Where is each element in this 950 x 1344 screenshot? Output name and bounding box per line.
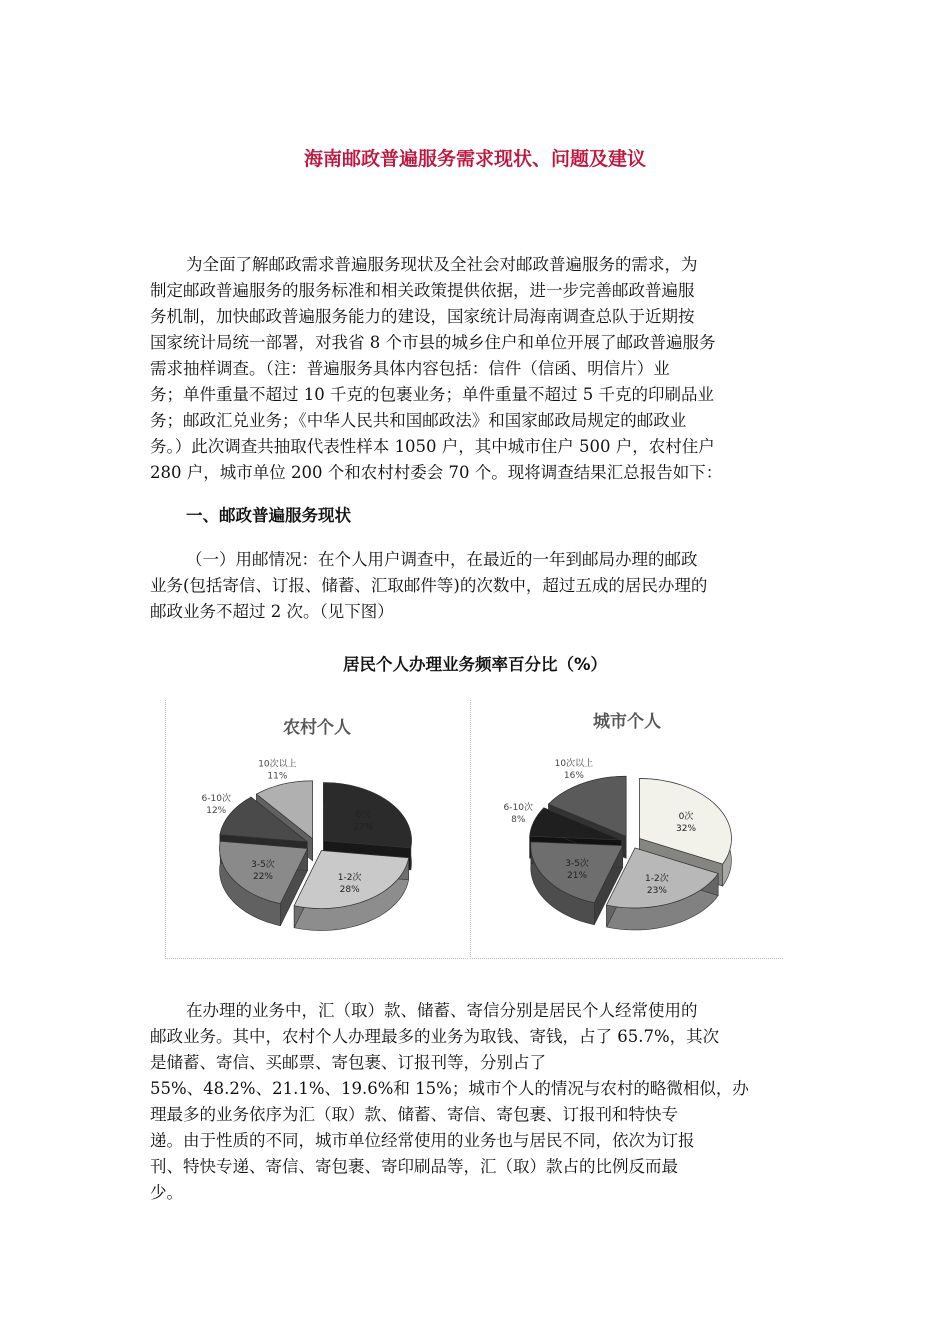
text-line: （一）用邮情况：在个人用户调查中，在最近的一年到邮局办理的邮政 xyxy=(186,550,698,569)
slice-value-label: 27% xyxy=(353,822,374,833)
text-line: 55%、48.2%、21.1%、19.6%和 15%；城市个人的情况与农村的略微相似，办 xyxy=(150,1079,749,1098)
slice-value-label: 28% xyxy=(339,884,360,895)
slice-category-label: 6-10次 xyxy=(201,793,231,804)
slice-value-label: 21% xyxy=(567,870,588,881)
text-line: 务；邮政汇兑业务；《中华人民共和国邮政法》和国家邮政局规定的邮政业 xyxy=(150,411,687,430)
slice-category-label: 6-10次 xyxy=(503,803,533,814)
text-line: 制定邮政普遍服务的服务标准和相关政策提供依据，进一步完善邮政普遍服 xyxy=(150,281,695,300)
section-heading: 一、邮政普遍服务现状 xyxy=(186,506,351,525)
text-line: 务机制，加快邮政普遍服务能力的建设，国家统计局海南调查总队于近期按 xyxy=(150,307,695,326)
slice-value-label: 11% xyxy=(267,771,288,782)
rural-pie-chart xyxy=(165,700,468,959)
slice-value-label: 22% xyxy=(252,872,273,883)
page-title: 海南邮政普遍服务需求现状、问题及建议 xyxy=(303,148,646,170)
slice-category-label: 1-2次 xyxy=(645,874,669,885)
text-line: 是储蓄、寄信、买邮票、寄包裹、订报刊等，分别占了 xyxy=(150,1053,546,1072)
rural-pie-svg xyxy=(166,700,468,958)
slice-category-label: 3-5次 xyxy=(251,860,275,871)
slice-value-label: 23% xyxy=(646,886,667,897)
text-line: 务；单件重量不超过 10 千克的包裹业务；单件重量不超过 5 千克的印刷品业 xyxy=(150,385,714,404)
figure-title: 居民个人办理业务频率百分比（%） xyxy=(342,655,608,674)
slice-category-label: 0次 xyxy=(678,812,694,823)
chart-title: 城市个人 xyxy=(593,712,661,732)
slice-category-label: 10次以上 xyxy=(554,759,594,770)
chart-title: 农村个人 xyxy=(283,718,351,738)
slice-value-label: 8% xyxy=(511,815,526,826)
slice-value-label: 16% xyxy=(563,771,584,782)
slice-value-label: 12% xyxy=(206,805,227,816)
text-line: 在办理的业务中，汇（取）款、储蓄、寄信分别是居民个人经常使用的 xyxy=(186,1001,698,1020)
text-line: 邮政业务不超过 2 次。（见下图） xyxy=(150,602,394,621)
slice-category-label: 1-2次 xyxy=(337,872,362,883)
slice-category-label: 3-5次 xyxy=(565,858,589,869)
text-line: 邮政业务。其中，农村个人办理最多的业务为取钱、寄钱，占了 65.7%，其次 xyxy=(150,1027,720,1046)
slice-category-label: 10次以上 xyxy=(258,759,297,770)
text-line: 280 户，城市单位 200 个和农村村委会 70 个。现将调查结果汇总报告如下： xyxy=(150,463,723,482)
text-line: 务。）此次调查共抽取代表性样本 1050 户，其中城市住户 500 户，农村住户 xyxy=(150,437,715,456)
usage-paragraph xyxy=(150,547,800,625)
text-line: 理最多的业务依序为汇（取）款、储蓄、寄信、寄包裹、订报刊和特快专 xyxy=(150,1105,678,1124)
text-line: 少。 xyxy=(150,1183,183,1202)
text-line: 国家统计局统一部署，对我省 8 个市县的城乡住户和单位开展了邮政普遍服务 xyxy=(150,333,716,352)
text-line: 为全面了解邮政需求普遍服务现状及全社会对邮政普遍服务的需求，为 xyxy=(186,255,698,274)
text-line: 递。由于性质的不同，城市单位经常使用的业务也与居民不同，依次为订报 xyxy=(150,1131,695,1150)
slice-category-label: 0次 xyxy=(355,810,371,821)
text-line: 业务(包括寄信、订报、储蓄、汇取邮件等)的次数中，超过五成的居民办理的 xyxy=(150,576,708,595)
urban-pie-chart xyxy=(470,700,783,959)
text-line: 需求抽样调查。（注：普遍服务具体内容包括：信件（信函、明信片）业 xyxy=(150,359,670,378)
text-line: 刊、特快专递、寄信、寄包裹、寄印刷品等，汇（取）款占的比例反而最 xyxy=(150,1157,678,1176)
services-paragraph xyxy=(150,998,800,1206)
intro-paragraph xyxy=(150,252,800,486)
slice-value-label: 32% xyxy=(676,824,697,835)
urban-pie-svg xyxy=(471,700,783,958)
